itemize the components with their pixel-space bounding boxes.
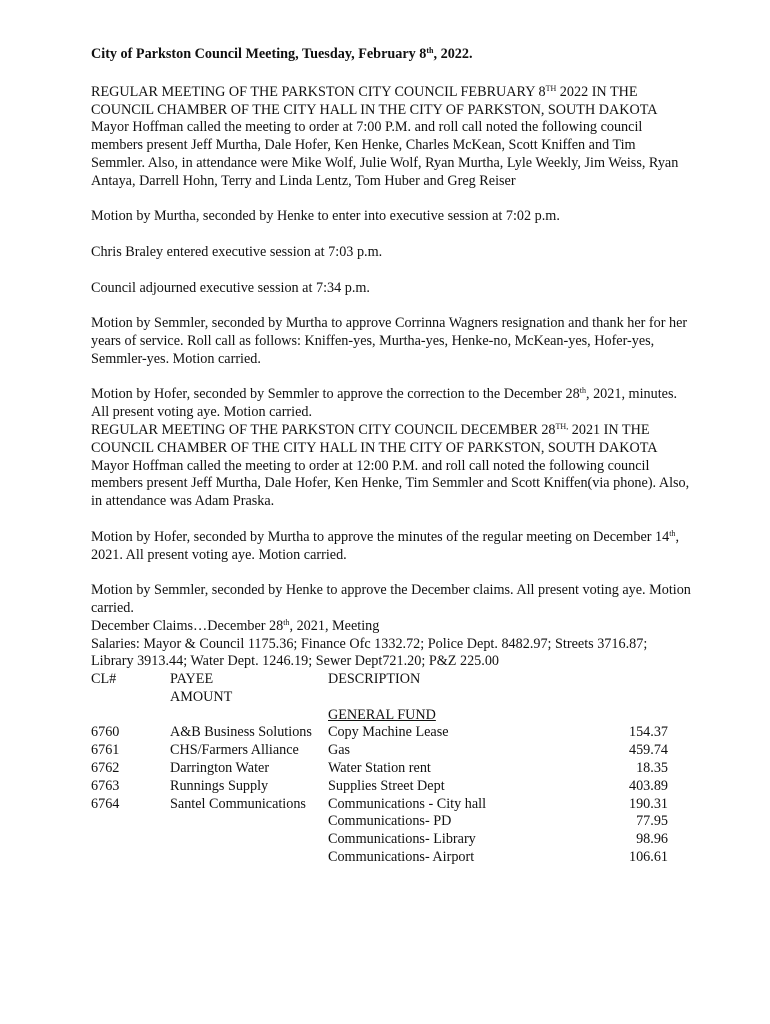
cell-description: Communications- PD: [328, 813, 452, 830]
minutes-text: Motion by Hofer, seconded by Murtha to approve the minutes of the regular meeting on December 14: [91, 528, 670, 545]
meeting2-heading-sup: TH,: [555, 421, 569, 431]
meeting1-heading-text: REGULAR MEETING OF THE PARKSTON CITY COUNCIL FEBRUARY 8: [91, 83, 546, 100]
cell-payee: Santel Communications: [170, 795, 306, 812]
cell-cl: 6763: [91, 777, 120, 794]
cell-payee: A&B Business Solutions: [170, 724, 312, 741]
header-description: DESCRIPTION: [328, 671, 421, 688]
correction-text: Motion by Hofer, seconded by Semmler to approve the correction to the December 28: [91, 386, 580, 403]
meeting2-claims-motion: Motion by Semmler, seconded by Henke to approve the December claims. All present voting aye. Motion carried.: [91, 582, 691, 616]
claims-heading-text-end: , 2021, Meeting: [289, 617, 380, 634]
cell-payee: CHS/Farmers Alliance: [170, 742, 299, 759]
correction-text-end: , 2021, minutes. All present voting aye. Motion carried.: [91, 386, 678, 421]
header-cl: CL#: [91, 671, 117, 688]
table-row: [91, 849, 691, 867]
cell-amount: 154.37: [628, 724, 668, 741]
cell-payee: Darrington Water: [170, 760, 270, 777]
cell-description: Gas: [328, 742, 351, 759]
minutes-sup: th: [669, 528, 676, 538]
cell-cl: 6764: [91, 795, 120, 812]
cell-cl: 6761: [91, 742, 120, 759]
table-row: [91, 831, 691, 849]
meeting1-heading: [91, 84, 691, 120]
cell-cl: 6762: [91, 760, 120, 777]
claims-header-row-2: [91, 689, 691, 707]
claims-heading: [91, 618, 691, 636]
cell-amount: 459.74: [628, 742, 668, 759]
fund-row: [91, 707, 691, 725]
title-sup: th: [426, 46, 434, 55]
meeting1-exec-motion: Motion by Murtha, seconded by Henke to enter into executive session at 7:02 p.m.: [91, 208, 560, 225]
meeting1-braley: Chris Braley entered executive session at 7:03 p.m.: [91, 243, 383, 260]
table-row: [91, 742, 691, 760]
meeting2-roll-call: Mayor Hoffman called the meeting to order at 12:00 P.M. and roll call noted the following council members present Jeff Murtha, Dale Hofer, Ken Henke, Tim Semmler and Scott Kniffen(via phone). Also, in attendance was Adam Praska.: [91, 457, 690, 510]
fund-heading: GENERAL FUND: [328, 706, 436, 723]
cell-amount: 98.96: [636, 831, 668, 848]
cell-description: Communications- Airport: [328, 849, 475, 866]
claims-rows: [91, 724, 691, 866]
minutes-text-end: , 2021. All present voting aye. Motion carried.: [91, 528, 679, 563]
cell-amount: 106.61: [628, 849, 668, 866]
meeting1-adjourn: Council adjourned executive session at 7:34 p.m.: [91, 279, 370, 296]
cell-amount: 403.89: [628, 777, 668, 794]
claims-header-row: [91, 671, 691, 689]
meeting1-heading-text-end: 2022 IN THE COUNCIL CHAMBER OF THE CITY HALL IN THE CITY OF PARKSTON, SOUTH DAKOTA: [91, 83, 658, 118]
meeting2-heading-text: REGULAR MEETING OF THE PARKSTON CITY COUNCIL DECEMBER 28: [91, 421, 556, 438]
header-payee: PAYEE: [170, 671, 214, 688]
cell-description: Water Station rent: [328, 760, 431, 777]
header-amount: AMOUNT: [170, 688, 233, 705]
cell-cl: 6760: [91, 724, 120, 741]
claims-table: [91, 671, 691, 867]
meeting1-correction: [91, 386, 691, 422]
meeting1-roll-call: Mayor Hoffman called the meeting to order at 7:00 P.M. and roll call noted the following council members present Jeff Murtha, Dale Hofer, Ken Henke, Charles McKean, Scott Kniffen and Tim Semmler. Also, in attendance were Mike Wolf, Julie Wolf, Ryan Murtha, Lyle Weekly, Jim Weiss, Ryan Antaya, Darrell Hohn, Terry and Linda Lentz, Tom Huber and Greg Reiser: [91, 119, 679, 189]
table-row: [91, 778, 691, 796]
title-text: City of Parkston Council Meeting, Tuesday, February 8: [91, 46, 427, 62]
claims-heading-text: December Claims…December 28: [91, 617, 284, 634]
table-row: [91, 813, 691, 831]
table-row: [91, 796, 691, 814]
document-page: [91, 46, 691, 867]
cell-description: Communications - City hall: [328, 795, 487, 812]
claims-heading-sup: th: [283, 617, 290, 627]
salaries-line: Salaries: Mayor & Council 1175.36; Finance Ofc 1332.72; Police Dept. 8482.97; Streets 3716.87; Library 3913.44; Water Dept. 1246.19; Sewer Dept721.20; P&Z 225.00: [91, 635, 648, 670]
cell-amount: 18.35: [636, 760, 668, 777]
correction-sup: th: [579, 386, 586, 396]
cell-description: Supplies Street Dept: [328, 777, 445, 794]
document-title: [91, 46, 691, 64]
cell-payee: Runnings Supply: [170, 777, 269, 794]
meeting2-heading-text-end: 2021 IN THE COUNCIL CHAMBER OF THE CITY HALL IN THE CITY OF PARKSTON, SOUTH DAKOTA: [91, 421, 658, 456]
table-row: [91, 724, 691, 742]
meeting1-resignation: Motion by Semmler, seconded by Murtha to approve Corrinna Wagners resignation and thank her for her years of service. Roll call as follows: Kniffen-yes, Murtha-yes, Henke-no, McKean-yes, Hofer-yes, Semmler-yes. Motion carried.: [91, 315, 688, 367]
cell-amount: 190.31: [628, 795, 668, 812]
table-row: [91, 760, 691, 778]
title-text-end: , 2022.: [433, 46, 473, 62]
meeting1-heading-sup: TH: [545, 83, 557, 93]
meeting2-minutes-motion: [91, 529, 691, 565]
cell-description: Copy Machine Lease: [328, 724, 449, 741]
cell-amount: 77.95: [636, 813, 668, 830]
cell-description: Communications- Library: [328, 831, 476, 848]
meeting2-heading: [91, 422, 691, 458]
